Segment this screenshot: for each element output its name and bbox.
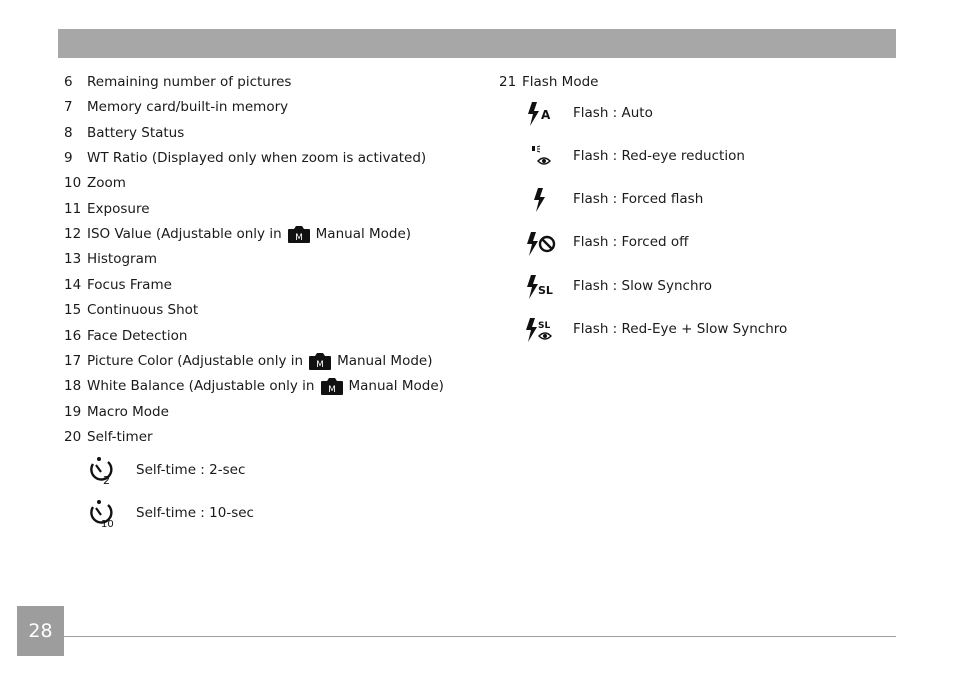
item-label-pre: ISO Value (Adjustable only in: [87, 226, 282, 242]
item-label: [87, 351, 432, 371]
item-label: Self-timer: [87, 429, 153, 445]
item-label: Macro Mode: [87, 404, 169, 420]
footer-rule: [64, 636, 896, 637]
item-number: 16: [64, 328, 82, 344]
item-number: 13: [64, 251, 82, 267]
item-number: 14: [64, 277, 82, 293]
camera-icon-letter: M: [316, 359, 324, 370]
flash-slow-synchro-item: [524, 273, 784, 303]
item-number: 7: [64, 99, 73, 115]
header-bar: [58, 29, 896, 58]
self-timer-10-icon-text: 10: [101, 519, 114, 530]
flash-off-icon: [524, 229, 558, 259]
item-label-post: Manual Mode): [315, 226, 412, 242]
self-timer-10-label: Self-time : 10-sec: [136, 505, 254, 521]
item-label-post: Manual Mode): [348, 378, 444, 394]
item-label: [87, 376, 444, 396]
item-label-post: Manual Mode): [337, 353, 433, 369]
camera-icon-letter: M: [294, 232, 303, 243]
item-label: Face Detection: [87, 328, 188, 344]
flash-auto-icon: [524, 100, 558, 130]
item-number: 17: [64, 353, 82, 369]
item-number: 20: [64, 429, 82, 445]
flash-red-eye-slow-synchro-icon-text: SL: [538, 321, 551, 331]
flash-auto-label: Flash : Auto: [573, 105, 653, 121]
item-label: Memory card/built-in memory: [87, 99, 289, 115]
item-number: 10: [64, 175, 82, 191]
flash-red-eye-label: Flash : Red-eye reduction: [573, 148, 745, 164]
manual-mode-camera-icon: [321, 378, 343, 395]
item-label-pre: White Balance (Adjustable only in: [87, 378, 315, 394]
flash-slow-synchro-icon-text: SL: [538, 284, 553, 297]
item-label-pre: Picture Color (Adjustable only in: [87, 353, 304, 369]
self-timer-2-label: Self-time : 2-sec: [136, 462, 246, 478]
camera-icon-letter: M: [327, 384, 336, 395]
self-timer-2-item: [86, 456, 286, 488]
self-timer-10-icon: [86, 499, 118, 531]
item-number: 11: [64, 201, 82, 217]
self-timer-2-icon: [86, 456, 118, 488]
item-label: WT Ratio (Displayed only when zoom is activated): [87, 150, 427, 166]
item-label: Battery Status: [87, 125, 185, 141]
flash-forced-icon: [524, 186, 558, 216]
flash-off-item: [524, 229, 784, 259]
item-label: Remaining number of pictures: [87, 74, 292, 90]
item-number: 19: [64, 404, 82, 420]
item-label: Zoom: [87, 175, 126, 191]
flash-mode-number: 21: [499, 74, 517, 90]
item-number: 15: [64, 302, 82, 318]
self-timer-10-item: [86, 499, 286, 531]
flash-auto-item: [524, 100, 784, 130]
item-number: 8: [64, 125, 73, 141]
item-label: [87, 224, 411, 244]
flash-forced-item: [524, 186, 784, 216]
page-number: 28: [17, 606, 64, 656]
flash-off-label: Flash : Forced off: [573, 234, 689, 250]
flash-slow-synchro-label: Flash : Slow Synchro: [573, 278, 713, 294]
item-label: Histogram: [87, 251, 158, 267]
item-number: 18: [64, 378, 82, 394]
item-number: 12: [64, 226, 82, 242]
flash-red-eye-item: [524, 143, 784, 173]
item-label: Continuous Shot: [87, 302, 199, 318]
flash-red-eye-icon: [524, 143, 558, 173]
flash-red-eye-slow-synchro-item: [524, 316, 804, 346]
item-label: Focus Frame: [87, 277, 172, 293]
flash-mode-title: Flash Mode: [522, 74, 599, 90]
flash-forced-label: Flash : Forced flash: [573, 191, 704, 207]
flash-slow-synchro-icon: [524, 273, 558, 303]
flash-red-eye-slow-synchro-label: Flash : Red-Eye + Slow Synchro: [573, 321, 788, 337]
item-label: Exposure: [87, 201, 150, 217]
manual-mode-camera-icon: [288, 226, 310, 243]
flash-red-eye-slow-synchro-icon: [524, 316, 558, 346]
manual-mode-camera-icon: [309, 353, 331, 370]
item-number: 6: [64, 74, 73, 90]
item-number: 9: [64, 150, 73, 166]
flash-auto-icon-text: A: [541, 108, 551, 122]
self-timer-2-icon-text: 2: [103, 474, 110, 487]
